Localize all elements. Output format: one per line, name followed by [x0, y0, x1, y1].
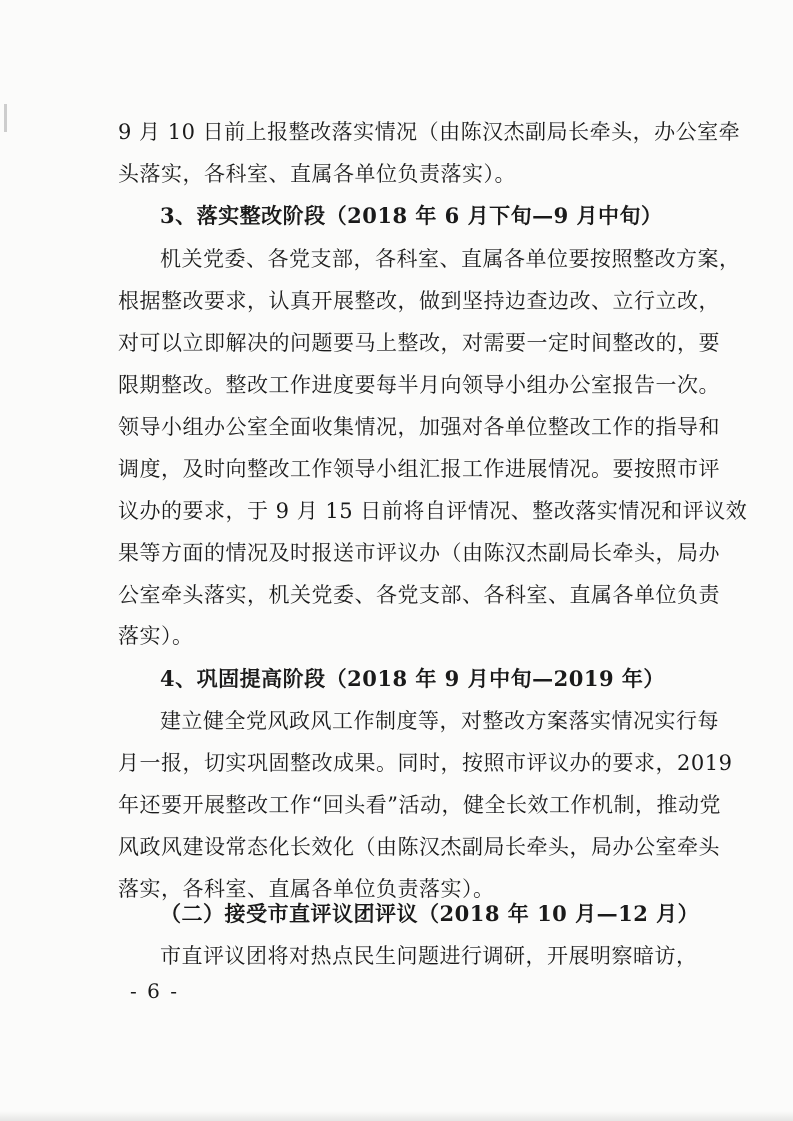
text-line: 对可以立即解决的问题要马上整改，对需要一定时间整改的，要 — [118, 331, 720, 355]
text-line: 限期整改。整改工作进度要每半月向领导小组办公室报告一次。 — [118, 373, 720, 397]
text-line: 风政风建设常态化长效化（由陈汉杰副局长牵头，局办公室牵头 — [118, 835, 720, 859]
text-line: 头落实，各科室、直属各单位负责落实）。 — [118, 162, 516, 186]
text-line: 年还要开展整改工作“回头看”活动，健全长效工作机制，推动党 — [118, 793, 721, 817]
section-heading: （二）接受市直评议团评议（2018 年 10 月—12 月） — [160, 901, 700, 926]
text-line: 9 月 10 日前上报整改落实情况（由陈汉杰副局长牵头，办公室牵 — [118, 120, 741, 144]
text-line: 调度，及时向整改工作领导小组汇报工作进展情况。要按照市评 — [118, 457, 720, 481]
scan-bottom-edge — [0, 1111, 793, 1121]
section-heading: 3、落实整改阶段（2018 年 6 月下旬—9 月中旬） — [160, 203, 663, 228]
page-number: - 6 - — [130, 979, 179, 1003]
text-line: 建立健全党风政风工作制度等，对整改方案落实情况实行每 — [160, 709, 719, 733]
text-line: 领导小组办公室全面收集情况，加强对各单位整改工作的指导和 — [118, 415, 720, 439]
text-line: 议办的要求，于 9 月 15 日前将自评情况、整改落实情况和评议效 — [118, 499, 748, 523]
text-line: 市直评议团将对热点民生问题进行调研，开展明察暗访， — [160, 944, 698, 968]
text-line: 落实）。 — [118, 624, 194, 648]
scan-edge-mark — [4, 104, 7, 132]
text-line: 机关党委、各党支部，各科室、直属各单位要按照整改方案， — [160, 247, 741, 271]
text-line: 公室牵头落实，机关党委、各党支部、各科室、直属各单位负责 — [118, 583, 720, 607]
text-line: 月一报，切实巩固整改成果。同时，按照市评议办的要求，2019 — [118, 751, 733, 775]
text-line: 落实，各科室、直属各单位负责落实）。 — [118, 877, 495, 901]
section-heading: 4、巩固提高阶段（2018 年 9 月中旬—2019 年） — [160, 666, 665, 691]
text-line: 果等方面的情况及时报送市评议办（由陈汉杰副局长牵头，局办 — [118, 541, 720, 565]
text-line: 根据整改要求，认真开展整改，做到坚持边查边改、立行立改， — [118, 289, 720, 313]
